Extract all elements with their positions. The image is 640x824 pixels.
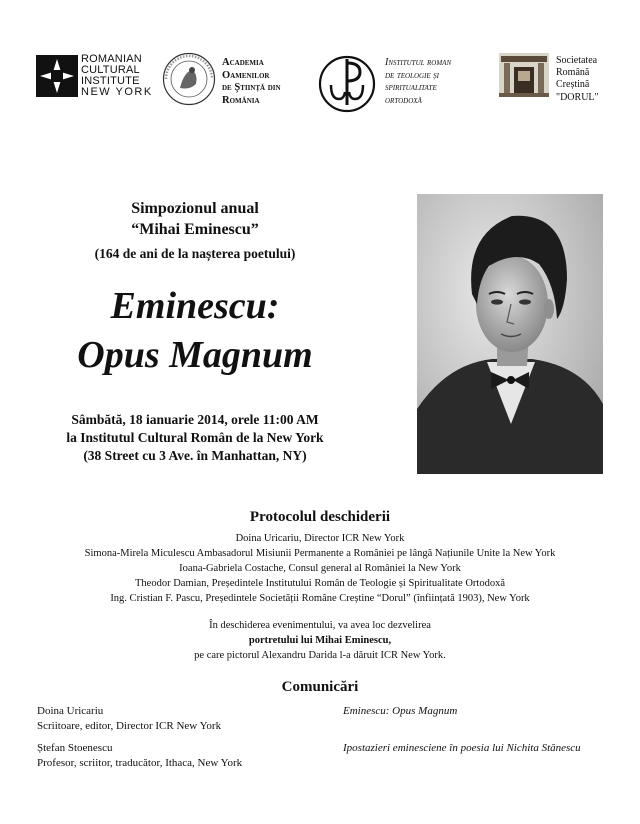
- speaker-name: Ștefan Stoenescu: [37, 742, 113, 754]
- dorul-name: [556, 55, 599, 104]
- portrait-image: [417, 194, 603, 474]
- rci-line: INSTITUTE: [81, 75, 140, 87]
- rci-cross-icon: [36, 55, 78, 97]
- itr-line: ortodoxă: [385, 94, 422, 106]
- talk-title: Eminescu: Opus Magnum: [343, 705, 458, 717]
- itr-monogram-icon: [318, 55, 376, 113]
- main-title-line2: Opus Magnum: [77, 334, 313, 376]
- academia-seal-icon: [162, 52, 216, 106]
- itr-line: spiritualitate: [385, 82, 437, 93]
- symposium-name: “Mihai Eminescu”: [131, 221, 259, 238]
- itr-logo: [318, 55, 376, 113]
- dorul-logo: [499, 53, 549, 97]
- event-address: (38 Street cu 3 Ave. în Manhattan, NY): [83, 448, 307, 463]
- itr-line: de teologie și: [385, 69, 439, 81]
- speaker-role: Profesor, scriitor, traducător, Ithaca, New York: [37, 757, 243, 769]
- symposium-label: Simpozionul anual: [131, 200, 259, 217]
- event-place: la Institutul Cultural Român de la New York: [66, 430, 324, 445]
- protocol-heading: Protocolul deschiderii: [249, 509, 391, 525]
- unveiling-note: pe care pictorul Alexandru Darida l-a dăruit ICR New York.: [194, 650, 446, 661]
- unveiling-note-bold: portretului lui Mihai Eminescu,: [248, 635, 392, 646]
- unveiling-note: În deschiderea evenimentului, va avea loc dezvelirea: [209, 620, 431, 631]
- rci-line: CULTURAL: [81, 64, 140, 76]
- protocol-line: Doina Uricariu, Director ICR New York: [235, 533, 405, 544]
- event-date: Sâmbătă, 18 ianuarie 2014, orele 11:00 AM: [71, 412, 319, 427]
- protocol-line: Simona-Mirela Miculescu Ambasadorul Misiunii Permanente a României pe lângă Națiunile Unite la New York: [84, 548, 556, 559]
- rci-name: [81, 54, 153, 98]
- dorul-line: "DORUL": [556, 91, 599, 103]
- speaker-name: Doina Uricariu: [37, 705, 104, 717]
- dorul-line: Creștină: [556, 79, 590, 91]
- academia-line: România: [222, 94, 260, 106]
- communications-heading: Comunicări: [281, 679, 359, 695]
- rci-logo: [36, 55, 78, 97]
- rci-line: NEW YORK: [81, 86, 153, 98]
- itr-name: [385, 57, 451, 107]
- academia-name: [222, 57, 281, 107]
- main-title-line1: Eminescu:: [110, 285, 280, 327]
- anniversary-note: (164 de ani de la nașterea poetului): [94, 246, 296, 261]
- talk-title: Ipostazieri eminesciene în poesia lui Nichita Stănescu: [343, 742, 581, 754]
- protocol-line: Theodor Damian, Președintele Institutului Român de Teologie și Spiritualitate Ortodoxă: [135, 578, 505, 589]
- building-icon: [499, 53, 549, 97]
- academia-seal: [162, 52, 216, 106]
- academia-line: Academia: [222, 57, 264, 68]
- eminescu-portrait: [417, 194, 603, 474]
- academia-line: de Știință din: [222, 82, 281, 93]
- protocol-line: Ing. Cristian F. Pascu, Președintele Societății Române Creștine “Dorul” (înființată 1903), New York: [110, 593, 530, 604]
- rci-line: ROMANIAN: [81, 53, 142, 65]
- itr-line: Institutul roman: [385, 57, 452, 68]
- dorul-line: Societatea: [556, 55, 598, 66]
- dorul-line: Română: [556, 67, 590, 79]
- academia-line: Oamenilor: [222, 69, 270, 81]
- protocol-line: Ioana-Gabriela Costache, Consul general al României la New York: [179, 563, 461, 574]
- speaker-role: Scriitoare, editor, Director ICR New York: [37, 720, 222, 732]
